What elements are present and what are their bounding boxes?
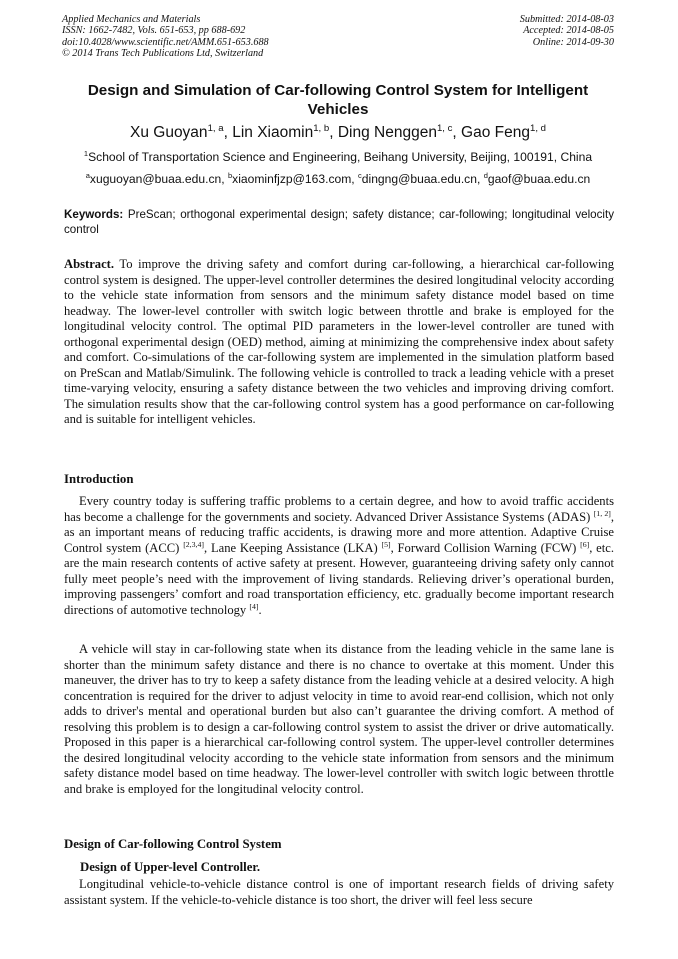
section-heading-introduction: Introduction bbox=[64, 472, 134, 486]
doi-line: doi:10.4028/www.scientific.net/AMM.651-653.688 bbox=[62, 36, 269, 48]
design-paragraph-1: Longitudinal vehicle-to-vehicle distance control is one of important research fields of driving safety assistant system. If the vehicle-to-vehicle distance is too short, the driver will feel less secure bbox=[64, 877, 614, 907]
author-affiliation-marker: 1, a bbox=[207, 122, 224, 134]
author: Xu Guoyan bbox=[130, 124, 208, 141]
issn-line: ISSN: 1662-7482, Vols. 651-653, pp 688-692 bbox=[62, 25, 246, 37]
affiliation bbox=[62, 150, 614, 164]
online-date: Online: 2014-09-30 bbox=[532, 36, 614, 48]
email-marker: a bbox=[85, 170, 90, 180]
email-address: xiaominfjzp@163.com bbox=[232, 172, 352, 186]
email-address: xuguoyan@buaa.edu.cn bbox=[89, 172, 222, 186]
keywords bbox=[64, 207, 614, 237]
email-address: dingng@buaa.edu.cn bbox=[361, 172, 477, 186]
intro-text: , Forward Collision Warning (FCW) bbox=[390, 540, 581, 555]
citation: [2,3,4] bbox=[183, 539, 204, 549]
affiliation-marker: 1 bbox=[83, 148, 89, 158]
email-marker: d bbox=[483, 170, 488, 180]
email-separator: , bbox=[476, 172, 484, 186]
author-affiliation-marker: 1, c bbox=[436, 122, 453, 134]
journal-name: Applied Mechanics and Materials bbox=[62, 14, 201, 25]
author-separator: , bbox=[452, 124, 462, 141]
author-separator: , bbox=[329, 124, 338, 141]
email-marker: b bbox=[227, 170, 233, 180]
author: Ding Nenggen bbox=[337, 124, 437, 141]
author-affiliation-marker: 1, d bbox=[529, 122, 546, 134]
submitted-date: Submitted: 2014-08-03 bbox=[519, 14, 614, 25]
accepted-date: Accepted: 2014-08-05 bbox=[523, 25, 614, 37]
keywords-text: PreScan; orthogonal experimental design; safety distance; car-following; longitudinal velocity control bbox=[64, 208, 614, 237]
intro-paragraph-1 bbox=[64, 494, 614, 618]
author-separator: , bbox=[223, 124, 233, 141]
abstract-text: To improve the driving safety and comfort during car-following, a hierarchical car-following control system is designed. The upper-level controller determines the desired longitudinal velocity according to the vehicle state information from sensors and the minimum safety distance model based on time headway. The lower-level controller with switch logic between throttle and brake is employed for the longitudinal velocity control. The optimal PID parameters in the lower-level controller are tuned with orthogonal experimental design (OED) method, aiming at minimizing the comprehensive index about safety and comfort. Co-simulations of the car-following system are implemented in the simulation platform based on PreScan and Matlab/Simulink. The following vehicle is controlled to track a leading vehicle with a preset time-varying velocity, ensuring a safety distance between the two vehicles and improving driving comfort. The simulation results show that the car-following control system has a good performance on car-following and is suitable for intelligent vehicles. bbox=[64, 257, 614, 427]
dates-header bbox=[520, 14, 614, 48]
author: Gao Feng bbox=[461, 124, 530, 141]
section-heading-design: Design of Car-following Control System bbox=[64, 837, 282, 851]
intro-text: , Lane Keeping Assistance (LKA) bbox=[203, 540, 382, 555]
abstract-label: Abstract. bbox=[64, 257, 115, 271]
citation: [5] bbox=[381, 539, 391, 549]
affiliation-text: School of Transportation Science and Engineering, Beihang University, Beijing, 100191, China bbox=[88, 150, 593, 164]
citation: [6] bbox=[580, 539, 590, 549]
intro-text: , etc. are the main research contents of active safety at present. However, guaranteeing driving safety only cannot fully meet people’s need with the improvement of living standards. Relieving driver’s operational burden, improving passengers’ comfort and road transportation efficiency, etc. gradually become important research directions of automotive technology bbox=[64, 540, 615, 617]
author-affiliation-marker: 1, b bbox=[313, 122, 330, 134]
abstract bbox=[64, 257, 614, 428]
email-separator: , bbox=[351, 172, 359, 186]
intro-paragraph-2: A vehicle will stay in car-following state when its distance from the leading vehicle in the same lane is shorter than the minimum safety distance and there is no chance to overtake at this moment. Under this maneuver, the driver has to try to keep a safety distance from the leading vehicle at a desired velocity. A high concentration is required for the driver to adjust velocity in time to avoid rear-end collision, which not only adds to driver's mental and operational burden but also can’t guarantee the driving comfort. A method of resolving this problem is to design a car-following control system to assist the driver or drive automatically. Proposed in this paper is a hierarchical car-following control system. The upper-level controller determines the desired longitudinal velocity according to the vehicle state information from sensors and the minimum safety distance model based on time headway. The lower-level controller with switch logic between throttle and brake is employed for the longitudinal velocity control. bbox=[64, 642, 614, 796]
citation: [1, 2] bbox=[593, 508, 611, 518]
intro-text: , as an important means of reducing traffic accidents, is drawing more and more attention. Adaptive Cruise Control system (ACC) bbox=[64, 509, 614, 555]
author: Lin Xiaomin bbox=[232, 124, 314, 141]
author-list bbox=[62, 124, 614, 142]
email-address: gaof@buaa.edu.cn bbox=[487, 172, 591, 186]
intro-text: . bbox=[258, 602, 262, 617]
subsection-heading-upper-level: Design of Upper-level Controller. bbox=[80, 860, 261, 874]
copyright-line: © 2014 Trans Tech Publications Ltd, Switzerland bbox=[62, 47, 264, 59]
journal-header bbox=[62, 14, 269, 59]
email-list bbox=[62, 172, 614, 186]
keywords-label: Keywords: bbox=[64, 208, 124, 221]
email-marker: c bbox=[358, 170, 362, 180]
citation: [4] bbox=[249, 601, 259, 611]
intro-text: Every country today is suffering traffic problems to a certain degree, and how to avoid traffic accidents has become a challenge for the governments and society. Advanced Driver Assistance Systems (ADAS) bbox=[64, 494, 614, 524]
paper-title: Design and Simulation of Car-following Control System for Intelligent Vehicles bbox=[87, 82, 589, 118]
email-separator: , bbox=[221, 172, 228, 186]
